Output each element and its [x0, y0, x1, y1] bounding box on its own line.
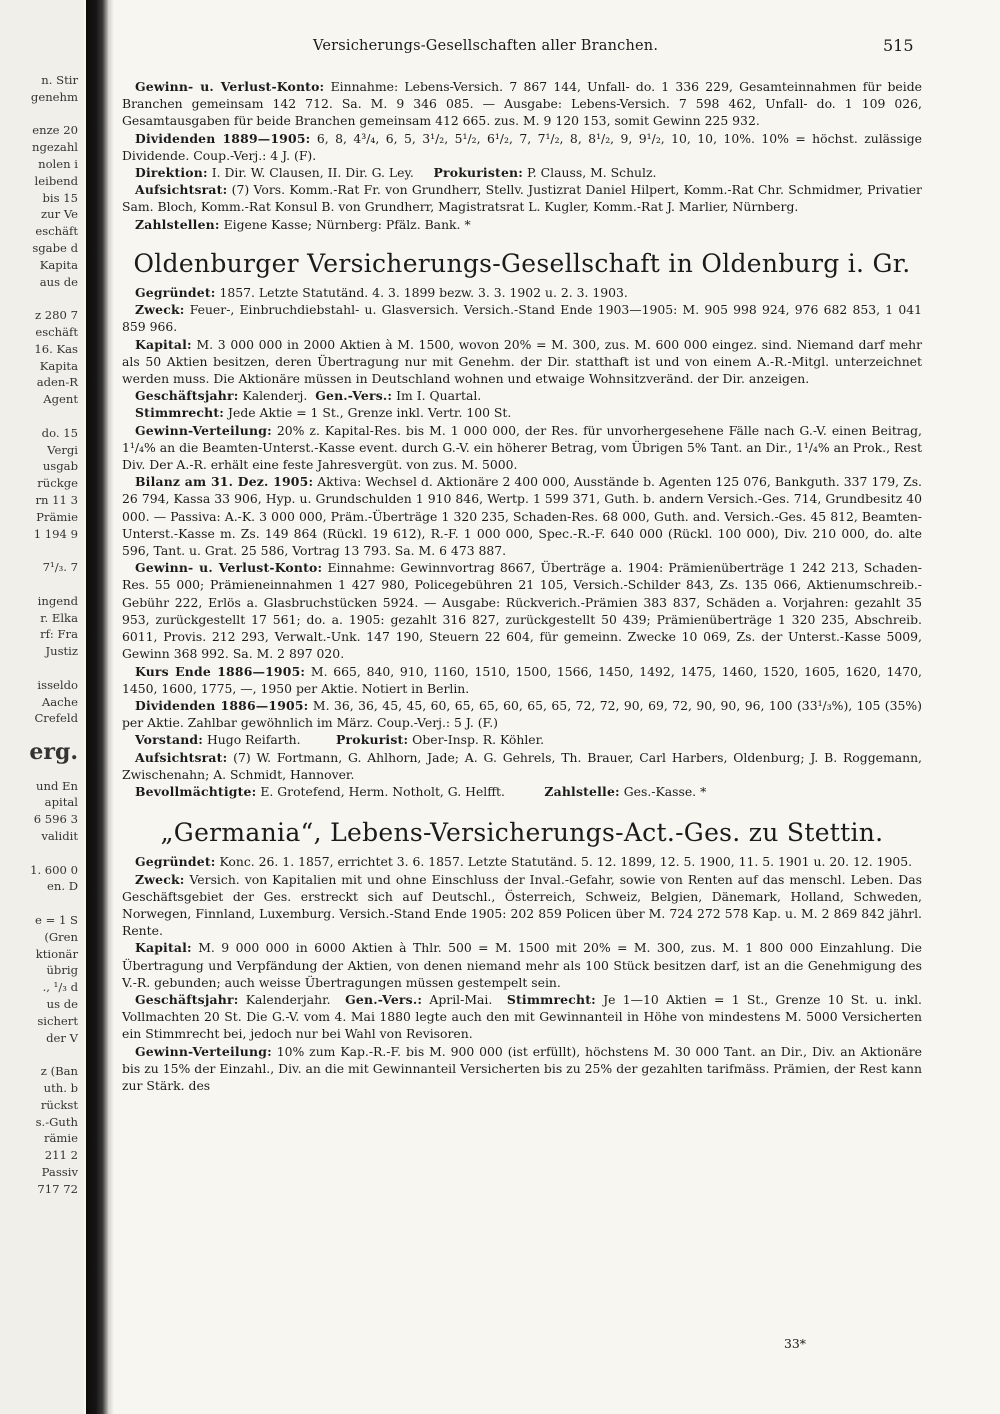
- gutter-fragment: uth. b: [43, 1081, 78, 1095]
- signature-mark: 33*: [784, 1336, 806, 1351]
- gutter-fragment: Passiv: [41, 1165, 78, 1179]
- bevollmaechtigte-label: Bevollmächtigte:: [135, 783, 257, 799]
- gutter-fragment: Aache: [41, 694, 78, 709]
- gutter-fragment: Agent: [43, 392, 78, 407]
- kurs-label: Kurs Ende 1886—1905:: [135, 663, 306, 679]
- gegruendet-text: 1857. Letzte Statutänd. 4. 3. 1899 bezw. 3. 3. 1902 u. 2. 3. 1903.: [219, 285, 628, 301]
- zweck-text: Feuer-, Einbruchdiebstahl- u. Glasversich. Versich.-Stand Ende 1903—1905: M. 905 998 924, 976 682 853, 1 041 859 966.: [122, 302, 922, 335]
- kapital-text: M. 9 000 000 in 6000 Aktien à Thlr. 500 = M. 1500 mit 20% = M. 300, zus. M. 1 800 000 Einzahlung. Die Übertragung und Verpfändung der Aktien, von denen niemand mehr als 100 Stück besitzen darf, ist an die Genehmigung des V.-R. gebunden; auch weisse Übertragungen müssen gestempelt sein.: [122, 940, 922, 990]
- aufsichtsrat-text: (7) W. Fortmann, G. Ahlhorn, Jade; A. G. Gehrels, Th. Brauer, Carl Harbers, Oldenburg; J. B. Roggemann, Zwischenahn; A. Schmidt, Hannover.: [122, 749, 922, 782]
- zahlstellen-label: Zahlstellen:: [135, 216, 220, 232]
- gutter-fragment: z (Ban: [40, 1064, 78, 1079]
- gutter-fragment: nolen i: [38, 157, 78, 171]
- gutter-fragment: erg.: [29, 739, 78, 765]
- gutter-fragment: bis 15: [42, 190, 78, 205]
- entry-title: Oldenburger Versicherungs-Gesellschaft in Oldenburg i. Gr.: [133, 248, 911, 278]
- gewinnverteilung-label: Gewinn-Verteilung:: [135, 1043, 272, 1059]
- gutter-fragment: Prämie: [36, 509, 78, 524]
- gutter-fragment: r. Elka: [40, 610, 78, 625]
- gutter-fragment: rückst: [40, 1097, 78, 1112]
- direktion-label: Direktion:: [135, 165, 208, 181]
- gutter-fragment: übrig: [46, 963, 78, 978]
- gutter-fragment: der V: [46, 1030, 78, 1045]
- entry-oldenburger: [122, 248, 922, 800]
- gutter-fragment: eschäft: [35, 325, 78, 339]
- geschaeftsjahr-text: Kalenderj.: [242, 388, 308, 404]
- gutter-fragment: und En: [36, 778, 78, 793]
- gutter-fragment: Vergi: [47, 442, 78, 457]
- gutter-fragment: apital: [44, 795, 78, 810]
- gutter-fragment: en. D: [47, 879, 78, 894]
- gutter-fragment: Kapita: [39, 257, 78, 272]
- prokuristen-label: Prokuristen:: [433, 165, 524, 181]
- zweck-label: Zweck:: [135, 302, 185, 318]
- gutter-fragment: zur Ve: [41, 207, 78, 222]
- page-number: 515: [883, 36, 914, 55]
- stimmrecht-text: Je 1—10 Aktien = 1 St., Grenze 10 St. u. inkl. Vollmachten 20 St. Die G.-V. vom 4. Mai 1880 legte auch den mit Gewinnanteil in Höhe von mindestens M. 5000 Versicherten ein Stimmrecht bei, jedoch nur bei Wahl von Revisoren.: [122, 991, 922, 1042]
- stimmrecht-label: Stimmrecht:: [135, 405, 225, 421]
- gutter-fragment: aus de: [39, 274, 78, 289]
- zweck-text: Versich. von Kapitalien mit und ohne Einschluss der Inval.-Gefahr, sowie von Renten auf das menschl. Leben. Das Geschäftsgebiet der Ges. erstreckt sich auf Deutschl., Österreich, Schweiz, Belgien, Dänemark, Holland, Schweden, Norwegen, Finnland, Luxemburg. Versich.-Stand Ende 1905: 202 859 Policen über M. 724 272 578 Kap. u. M. 2 869 842 jährl. Rente.: [122, 871, 922, 939]
- gutter-fragment: ktionär: [35, 946, 78, 961]
- kurs-text: M. 665, 840, 910, 1160, 1510, 1500, 1566, 1450, 1492, 1475, 1460, 1520, 1605, 1620, 1470, 1450, 1600, 1775, —, 1950 per Aktie. Notiert in Berlin.: [122, 663, 922, 696]
- prokuristen-text: P. Clauss, M. Schulz.: [526, 165, 657, 181]
- aufsichtsrat-text: (7) Vors. Komm.-Rat Fr. von Grundherr, Stellv. Justizrat Daniel Hilpert, Komm.-Rat Chr. Schmidmer, Privatier Sam. Bloch, Komm.-Rat Konsul B. von Grundherr, Magistratsrat L. Kugler, Komm.-Rat J. Marlier, Nürnberg.: [122, 182, 922, 215]
- geschaeftsjahr-label: Geschäftsjahr:: [135, 388, 239, 404]
- kapital-label: Kapital:: [135, 940, 192, 956]
- gutter-fragment: rückge: [37, 476, 78, 491]
- gutter-fragment: genehm: [30, 89, 78, 104]
- gutter-fragment: z 280 7: [35, 308, 78, 323]
- text-column: [122, 78, 922, 1094]
- stimmrecht-text: Jede Aktie = 1 St., Grenze inkl. Vertr. 100 St.: [228, 405, 512, 421]
- end-mark: *: [700, 783, 707, 799]
- gutter-fragment: leibend: [34, 173, 78, 188]
- dividenden-text: M. 36, 36, 45, 45, 60, 65, 65, 60, 65, 65, 72, 72, 90, 69, 72, 90, 90, 96, 100 (33¹/₃%), 105 (35%) per Aktie. Zahlbar gewöhnlich im März. Coup.-Verj.: 5 J. (F.): [122, 697, 922, 731]
- gutter-fragment: 717 72: [37, 1181, 78, 1196]
- gutter-fragment: 6 596 3: [33, 812, 78, 827]
- gutter-fragment: us de: [46, 997, 78, 1011]
- gutter-fragment: Kapita: [39, 358, 78, 373]
- genvers-label: Gen.-Vers.:: [345, 991, 423, 1007]
- gutter-fragment: (Gren: [44, 929, 78, 944]
- zahlstellen-text: Eigene Kasse; Nürnberg: Pfälz. Bank.: [223, 216, 461, 232]
- dividenden-label: Dividenden 1886—1905:: [135, 697, 309, 713]
- gutter-fragment: sichert: [37, 1013, 78, 1028]
- gutter-fragment: Crefeld: [34, 711, 78, 726]
- dividenden-text: 6, 8, 4³/₄, 6, 5, 3¹/₂, 5¹/₂, 6¹/₂, 7, 7¹/₂, 8, 8¹/₂, 9, 9¹/₂, 10, 10, 10%. 10% = höchst. zulässige Dividende. Coup.-Verj.: 4 J. (F).: [122, 130, 922, 163]
- gutter-fragment: s.-Guth: [35, 1114, 78, 1129]
- gutter-fragment: Justiz: [45, 644, 78, 659]
- bilanz-text: Aktiva: Wechsel d. Aktionäre 2 400 000, Ausstände b. Agenten 125 076, Bankguth. 337 179, Zs. 26 794, Kassa 33 906, Hyp. u. Grundschulden 1 910 846, Wertp. 1 599 371, Guth. b. andern Versich.-Ges. 714, Grundbesitz 40 000. — Passiva: A.-K. 3 000 000, Präm.-Überträge 1 320 235, Schaden-Res. 68 000, Guth. and. Versich.-Ges. 45 812, Beamten-Unterst.-Kasse m. Zs. 149 864 (Rückl. 19 612), R.-F. 1 000 000, Spec.-R.-F. 640 000 (Rückl. 100 000), Div. 210 000, do. alte 596, Tant. u. Grat. 25 586, Vortrag 13 793. Sa. M. 6 473 887.: [122, 474, 922, 559]
- gewinnverteilung-label: Gewinn-Verteilung:: [135, 422, 272, 438]
- gewinn-text: Einnahme: Gewinnvortrag 8667, Überträge a. 1904: Prämienüberträge 1 242 213, Schaden-Res. 55 000; Prämieneinnahmen 1 427 980, Policegebühren 21 105, Versich.-Schilder 843, Zs. 135 066, Aktienumschreib.-Gebühr 222, Erlös a. Glasbruchstücken 5924. — Ausgabe: Rückverich.-Prämien 383 837, Schäden a. Vorjahren: gezahlt 35 953, zurückgestellt 17 561; do. a. 1905: gezahlt 316 827, zurückgestellt 50 439; Prämienüberträge 1 320 235, Abschreib. 6011, Provis. 212 293, Verwalt.-Unk. 147 190, Steuern 22 604, für gemeinn. Zwecke 10 069, Zs. der Unterst.-Kasse 5009, Gewinn 368 992. Sa. M. 2 897 020.: [122, 560, 922, 662]
- gegruendet-text: Konc. 26. 1. 1857, errichtet 3. 6. 1857. Letzte Statutänd. 5. 12. 1899, 12. 5. 1900, 11. 5. 1901 u. 20. 12. 1905.: [219, 854, 913, 870]
- gutter-fragment: 1 194 9: [33, 526, 78, 541]
- gegruendet-label: Gegründet:: [135, 854, 216, 870]
- gewinn-label: Gewinn- u. Verlust-Konto:: [135, 79, 325, 94]
- direktion-text: I. Dir. W. Clausen, II. Dir. G. Ley.: [211, 165, 414, 181]
- gutter-fragment: 1. 600 0: [30, 862, 78, 877]
- zahlstelle-text: Ges.-Kasse.: [623, 783, 697, 799]
- vorstand-label: Vorstand:: [135, 732, 204, 748]
- aufsichtsrat-label: Aufsichtsrat:: [135, 182, 228, 198]
- dividenden-label: Dividenden 1889—1905:: [135, 130, 311, 146]
- prokurist-label: Prokurist:: [336, 732, 409, 748]
- gutter-fragment: sgabe d: [32, 241, 78, 255]
- geschaeftsjahr-label: Geschäftsjahr:: [135, 991, 239, 1007]
- gutter-fragment: ingend: [37, 593, 78, 608]
- gutter-fragment: ngezahl: [32, 140, 78, 155]
- gutter-fragment: rf: Fra: [40, 627, 78, 642]
- vorstand-text: Hugo Reifarth.: [207, 732, 301, 748]
- kapital-text: M. 3 000 000 in 2000 Aktien à M. 1500, wovon 20% = M. 300, zus. M. 600 000 eingez. sind. Niemand darf mehr als 50 Aktien besitzen, deren Übertragung nur mit Genehm. der Dir. statthaft ist und von einem A.-R.-Mitgl. unterzeichnet werden muss. Die Aktionäre müssen in Deutschland wohnen und etwaige Wohnsitzveränd. der Dir. anzeigen.: [122, 336, 922, 387]
- zahlstelle-label: Zahlstelle:: [544, 783, 620, 799]
- gutter-fragment: validit: [41, 829, 78, 843]
- genvers-text: Im I. Quartal.: [396, 388, 482, 404]
- gutter-fragment: rn 11 3: [35, 493, 78, 507]
- entry-germania: [122, 818, 922, 1094]
- bevollmaechtigte-text: E. Grotefend, Herm. Notholt, G. Helfft.: [260, 783, 505, 799]
- genvers-text: April-Mai.: [429, 991, 493, 1007]
- prokurist-text: Ober-Insp. R. Köhler.: [412, 732, 545, 748]
- gutter-fragment: enze 20: [32, 123, 78, 138]
- entry-title: „Germania“, Lebens-Versicherungs-Act.-Ges. zu Stettin.: [160, 818, 884, 848]
- facing-page-gutter: [0, 0, 84, 1414]
- gewinn-text: Einnahme: Lebens-Versich. 7 867 144, Unfall- do. 1 336 229, Gesamteinnahmen für beide Branchen gemeinsam 142 712. Sa. M. 9 346 085. — Ausgabe: Lebens-Versich. 7 598 462, Unfall- do. 1 109 026, Gesamtausgaben für beide Branchen gemeinsam 412 665. zus. M. 9 120 153, somit Gewinn 225 932.: [122, 79, 922, 129]
- gewinnverteilung-text: 10% zum Kap.-R.-F. bis M. 900 000 (ist erfüllt), höchstens M. 30 000 Tant. an Dir., Div. an Aktionäre bis zu 15% der Einzahl., Div. an die mit Gewinnanteil Versicherten bis zu 25% der gezahlten tarifmäss. Prämien, der Rest kann zur Stärk. des: [122, 1043, 922, 1093]
- end-mark: *: [464, 216, 471, 232]
- previous-entry: [122, 78, 922, 233]
- zweck-label: Zweck:: [135, 871, 185, 887]
- geschaeftsjahr-text: Kalenderjahr.: [245, 991, 331, 1007]
- gutter-fragment: e = 1 S: [35, 913, 78, 927]
- gutter-fragment: ., ¹/₃ d: [42, 980, 78, 995]
- gewinn-label: Gewinn- u. Verlust-Konto:: [135, 560, 323, 576]
- gutter-fragment: 211 2: [44, 1148, 78, 1163]
- kapital-label: Kapital:: [135, 336, 192, 352]
- gutter-fragment: 7¹/₃. 7: [42, 560, 78, 575]
- book-spine-shadow: [86, 0, 108, 1414]
- genvers-label: Gen.-Vers.:: [315, 388, 393, 404]
- aufsichtsrat-label: Aufsichtsrat:: [135, 749, 228, 765]
- stimmrecht-label: Stimmrecht:: [506, 991, 596, 1007]
- page-edge: [108, 0, 114, 1414]
- gutter-fragment: do. 15: [41, 425, 78, 440]
- gutter-fragment: usgab: [42, 459, 78, 474]
- gutter-fragment: rämie: [43, 1131, 78, 1146]
- gewinnverteilung-text: 20% z. Kapital-Res. bis M. 1 000 000, der Res. für unvorhergesehene Fälle nach G.-V. einen Beitrag, 1¹/₄% an die Beamten-Unterst.-Kasse event. durch G.-V. ein höherer Betrag, vom Übrigen 5% Tant. an Dir., 1¹/₄% an Prok., Rest Div. Der A.-R. erhält eine feste Jahresvergüt. von zus. M. 5000.: [122, 422, 922, 473]
- gutter-fragment: n. Stir: [41, 73, 78, 87]
- gutter-fragment: aden-R: [36, 375, 78, 390]
- bilanz-label: Bilanz am 31. Dez. 1905:: [135, 474, 314, 490]
- running-title: Versicherungs-Gesellschaften aller Branchen.: [313, 38, 659, 54]
- gutter-fragment: 16. Kas: [34, 341, 78, 356]
- gutter-fragment: isseldo: [37, 677, 78, 692]
- gegruendet-label: Gegründet:: [135, 285, 216, 301]
- gutter-fragment: eschäft: [35, 224, 78, 239]
